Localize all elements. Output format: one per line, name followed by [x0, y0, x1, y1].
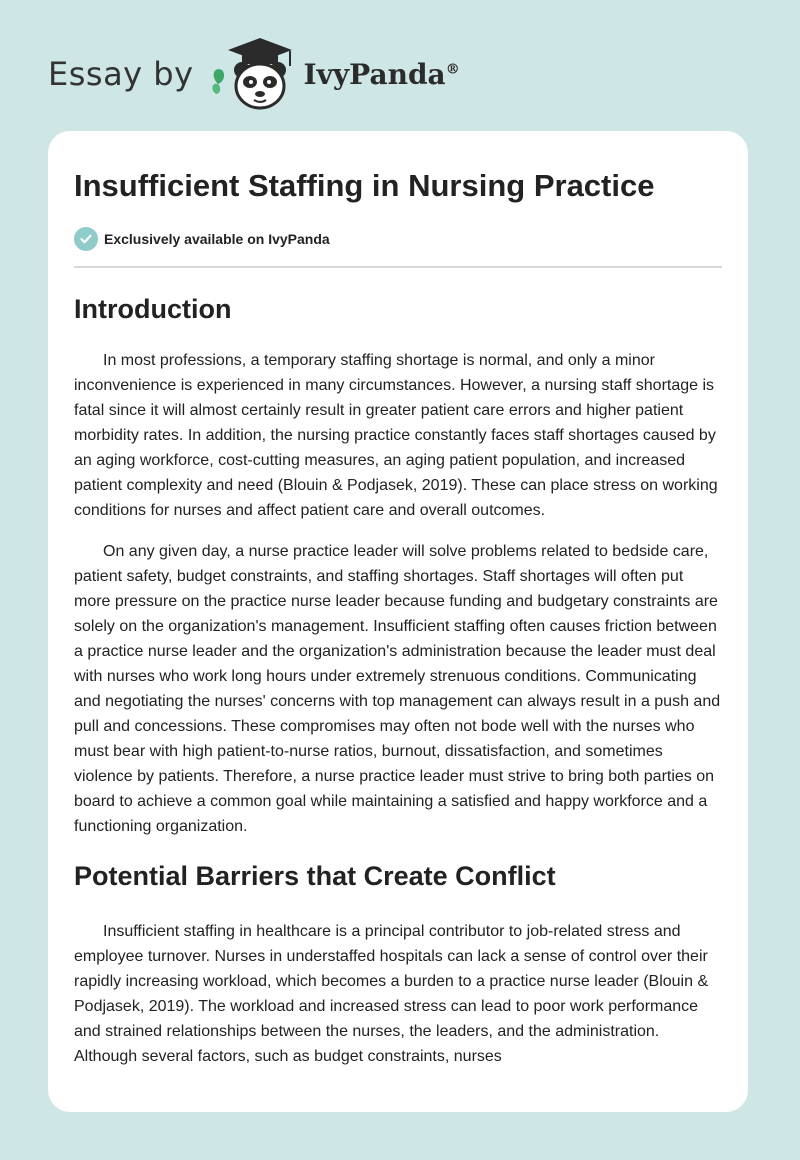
- exclusive-badge: [74, 227, 722, 251]
- registered-mark: ®: [445, 61, 460, 78]
- brand-name[interactable]: [304, 58, 460, 91]
- paragraph: On any given day, a nurse practice leader will solve problems related to bedside care, patient safety, budget constraints, and staffing shortages. Staff shortages will often put more pressure on the practice nurse leader because funding and budgetary constraints are solely on the organization's management. Insufficient staffing often causes friction between a practice nurse leader and the organization's administration because the leader must deal with nurses who work long hours under extremely strenuous conditions. Communicating and negotiating the nurses' concerns with top management can always result in a push and pull and concessions. These compromises may often not bode well with the nurses who must bear with high patient-to-nurse ratios, burnout, dissatisfaction, and sometimes violence by patients. Therefore, a nurse practice leader must strive to bring both parties on board to achieve a common goal while maintaining a satisfied and happy workforce and a functioning organization.: [74, 543, 721, 835]
- section-heading-introduction: Introduction: [74, 294, 232, 324]
- section-heading-barriers: Potential Barriers that Create Conflict: [74, 861, 556, 891]
- page-title: Insufficient Staffing in Nursing Practice: [74, 168, 655, 203]
- exclusive-badge-label: Exclusively available on IvyPanda: [104, 231, 330, 247]
- checkmark-icon: [74, 227, 98, 251]
- panda-logo-icon[interactable]: [208, 36, 300, 112]
- paragraph: Insufficient staffing in healthcare is a principal contributor to job-related stress and employee turnover. Nurses in understaffed hospitals can lack a sense of control over their rapidly increasing workload, which becomes a burden to a practice nurse leader (Blouin & Podjasek, 2019). The workload and increased stress can lead to poor work performance and strained relationships between the nurses, the leaders, and the administration. Although several factors, such as budget constraints, nurses: [74, 923, 709, 1065]
- brand-text: IvyPanda: [303, 57, 446, 91]
- paragraph: In most professions, a temporary staffing shortage is normal, and only a minor inconvenience is experienced in many circumstances. However, a nursing staff shortage is fatal since it will almost certainly result in greater patient care errors and higher patient morbidity rates. In addition, the nursing practice constantly faces staff shortages caused by an aging workforce, cost-cutting measures, an aging patient population, and increased patient complexity and need (Blouin & Podjasek, 2019). These can place stress on working conditions for nurses and affect patient care and overall outcomes.: [74, 352, 718, 519]
- site-header: [48, 36, 460, 112]
- divider: [74, 266, 722, 268]
- essay-card: [48, 131, 748, 1112]
- essay-by-label: Essay by: [48, 55, 194, 93]
